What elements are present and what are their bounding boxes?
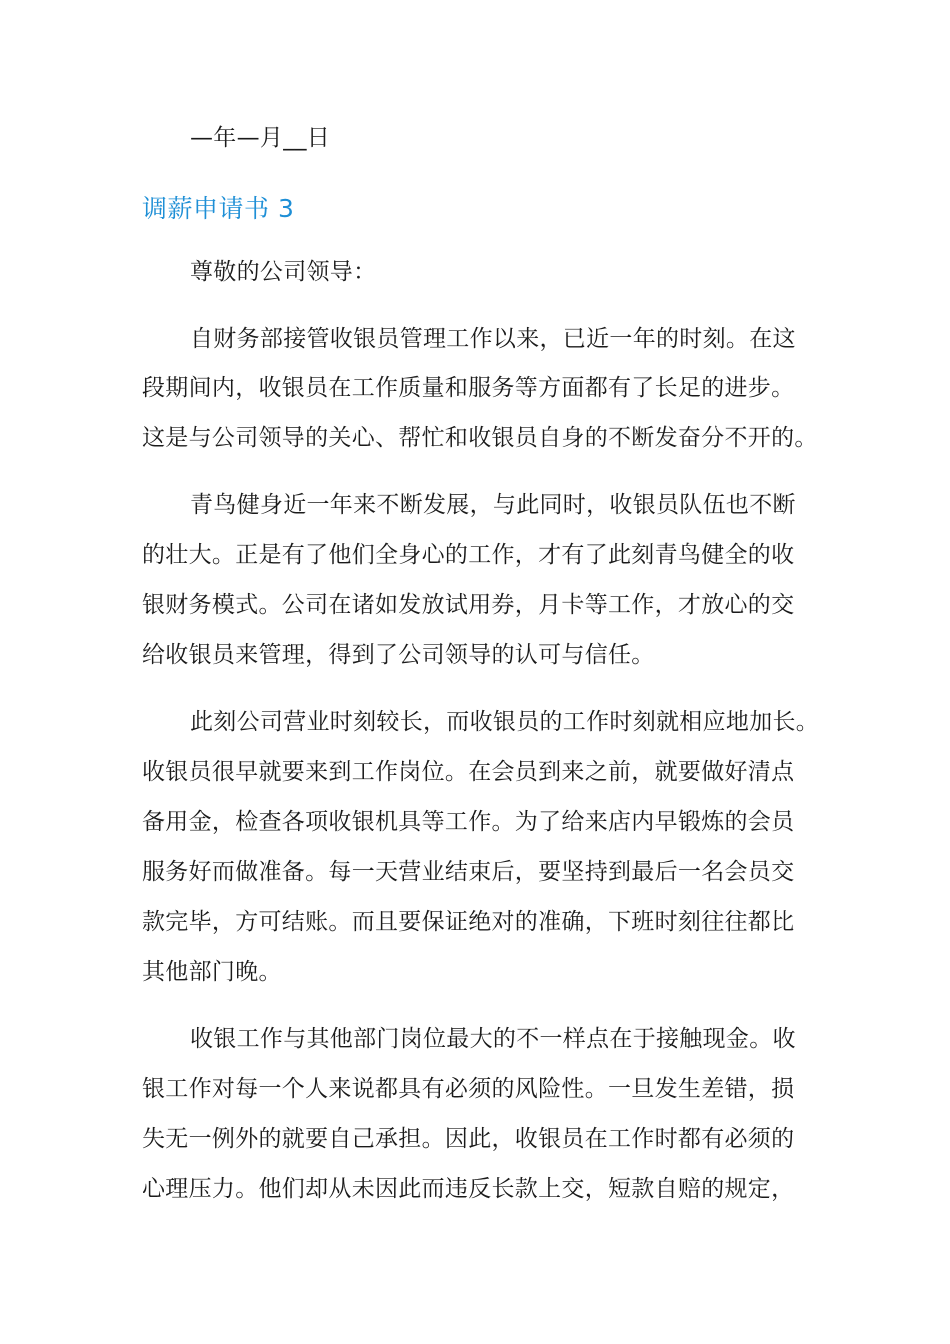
paragraph-3-line-5: 款完毕，方可结账。而且要保证绝对的准确，下班时刻往往都比 <box>142 909 795 935</box>
section-heading: 调薪申请书 3 <box>142 194 295 223</box>
paragraph-4-line-1: 收银工作与其他部门岗位最大的不一样点在于接触现金。收 <box>190 1026 796 1052</box>
paragraph-2-line-4: 给收银员来管理，得到了公司领导的认可与信任。 <box>142 642 655 668</box>
salutation: 尊敬的公司领导： <box>190 259 377 285</box>
paragraph-1-line-2: 段期间内，收银员在工作质量和服务等方面都有了长足的进步。 <box>142 375 795 401</box>
paragraph-3-line-1: 此刻公司营业时刻较长，而收银员的工作时刻就相应地加长。 <box>190 709 820 735</box>
paragraph-3-line-4: 服务好而做准备。每一天营业结束后，要坚持到最后一名会员交 <box>142 859 795 885</box>
paragraph-2-line-1: 青鸟健身近一年来不断发展，与此同时，收银员队伍也不断 <box>190 492 796 518</box>
paragraph-3-line-2: 收银员很早就要来到工作岗位。在会员到来之前，就要做好清点 <box>142 759 795 785</box>
paragraph-4-line-4: 心理压力。他们却从未因此而违反长款上交，短款自赔的规定， <box>142 1176 795 1202</box>
paragraph-1-line-3: 这是与公司领导的关心、帮忙和收银员自身的不断发奋分不开的。 <box>142 425 818 451</box>
paragraph-4-line-2: 银工作对每一个人来说都具有必须的风险性。一旦发生差错，损 <box>142 1076 795 1102</box>
date-line: —年—月__日 <box>190 125 331 151</box>
paragraph-4-line-3: 失无一例外的就要自己承担。因此，收银员在工作时都有必须的 <box>142 1126 795 1152</box>
paragraph-3-line-3: 备用金，检查各项收银机具等工作。为了给来店内早锻炼的会员 <box>142 809 795 835</box>
paragraph-2-line-2: 的壮大。正是有了他们全身心的工作，才有了此刻青鸟健全的收 <box>142 542 795 568</box>
paragraph-3-line-6: 其他部门晚。 <box>142 959 282 985</box>
paragraph-1-line-1: 自财务部接管收银员管理工作以来，已近一年的时刻。在这 <box>190 326 796 352</box>
paragraph-2-line-3: 银财务模式。公司在诸如发放试用券，月卡等工作，才放心的交 <box>142 592 795 618</box>
